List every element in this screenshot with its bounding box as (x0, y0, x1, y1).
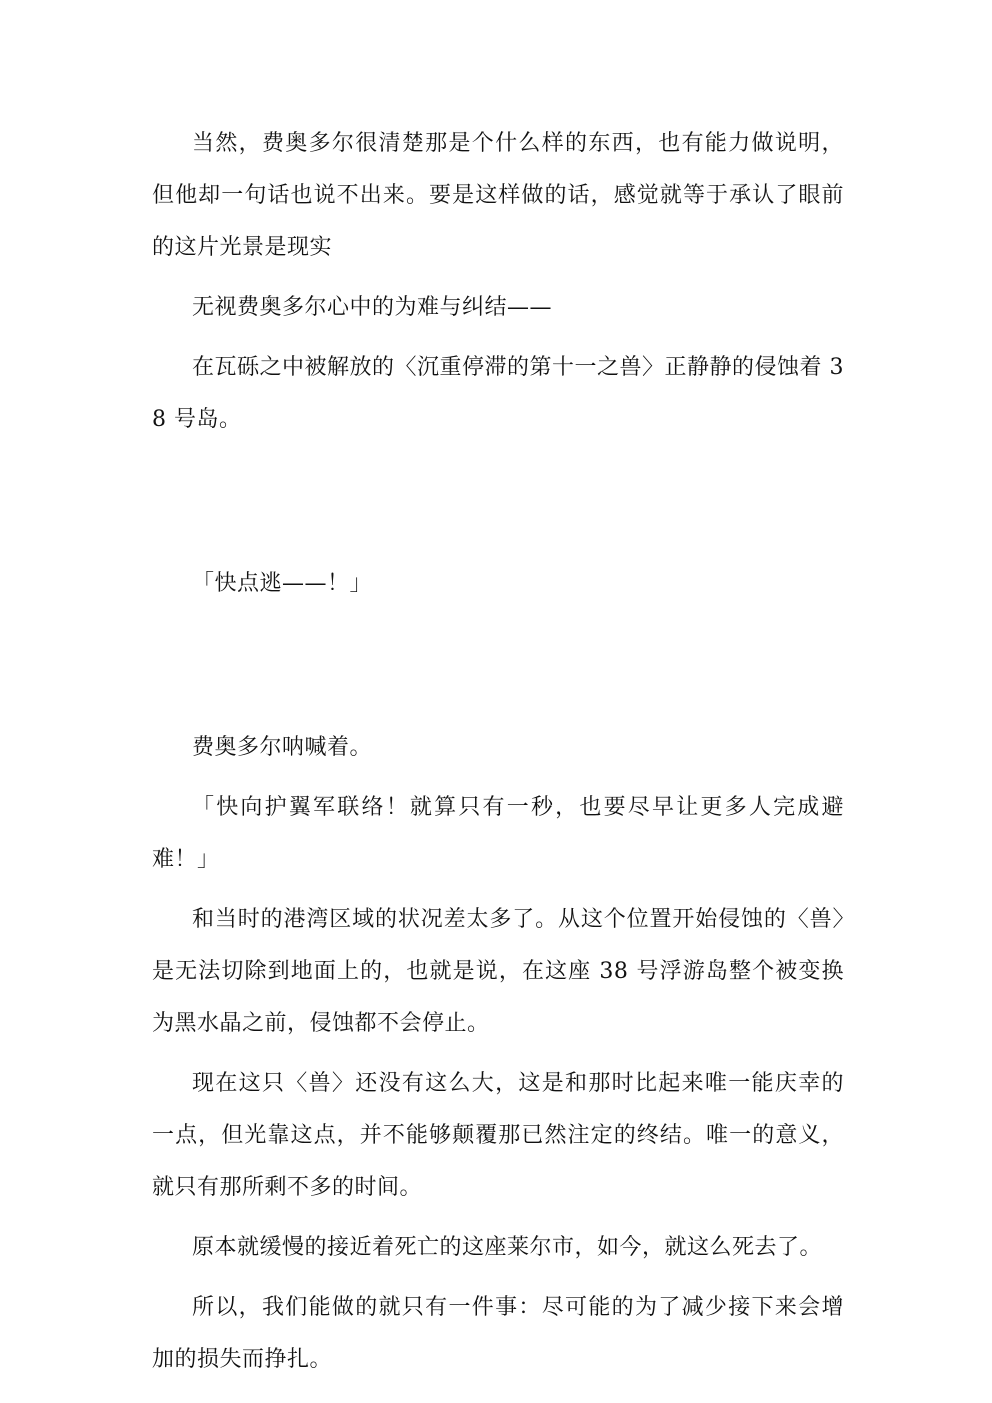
paragraph-gap (152, 1274, 844, 1282)
paragraph-2: 无视费奥多尔心中的为难与纠结—— (192, 295, 553, 320)
paragraph-7: 原本就缓慢的接近着死亡的这座莱尔市，如今，就这么死去了。 (192, 1235, 823, 1260)
paragraph-gap (152, 886, 844, 894)
scene-break (152, 446, 844, 558)
paragraph-gap (152, 774, 844, 782)
dialogue-2: 「快向护翼军联络！就算只有一秒，也要尽早让更多人完成避难！」 (152, 795, 844, 872)
paragraph-1: 当然，费奥多尔很清楚那是个什么样的东西，也有能力做说明，但他却一句话也说不出来。要是这样做的话，感觉就等于承认了眼前的这片光景是现实 (152, 131, 844, 260)
paragraph-4: 费奥多尔呐喊着。 (192, 735, 373, 760)
paragraph-gap (152, 334, 844, 342)
paragraph-3: 在瓦砾之中被解放的〈沉重停滞的第十一之兽〉正静静的侵蚀着 38 号岛。 (152, 355, 844, 432)
paragraph-5: 和当时的港湾区域的状况差太多了。从这个位置开始侵蚀的〈兽〉是无法切除到地面上的，也就是说，在这座 38 号浮游岛整个被变换为黑水晶之前，侵蚀都不会停止。 (152, 907, 844, 1036)
text-column (152, 118, 844, 1386)
paragraph-6: 现在这只〈兽〉还没有这么大，这是和那时比起来唯一能庆幸的一点，但光靠这点，并不能够颠覆那已然注定的终结。唯一的意义，就只有那所剩不多的时间。 (152, 1071, 844, 1200)
paragraph-gap (152, 274, 844, 282)
paragraph-gap (152, 1050, 844, 1058)
paragraph-gap (152, 1214, 844, 1222)
scene-break (152, 610, 844, 722)
paragraph-8: 所以，我们能做的就只有一件事：尽可能的为了减少接下来会增加的损失而挣扎。 (152, 1295, 844, 1372)
dialogue-1: 「快点逃——！」 (192, 571, 373, 596)
